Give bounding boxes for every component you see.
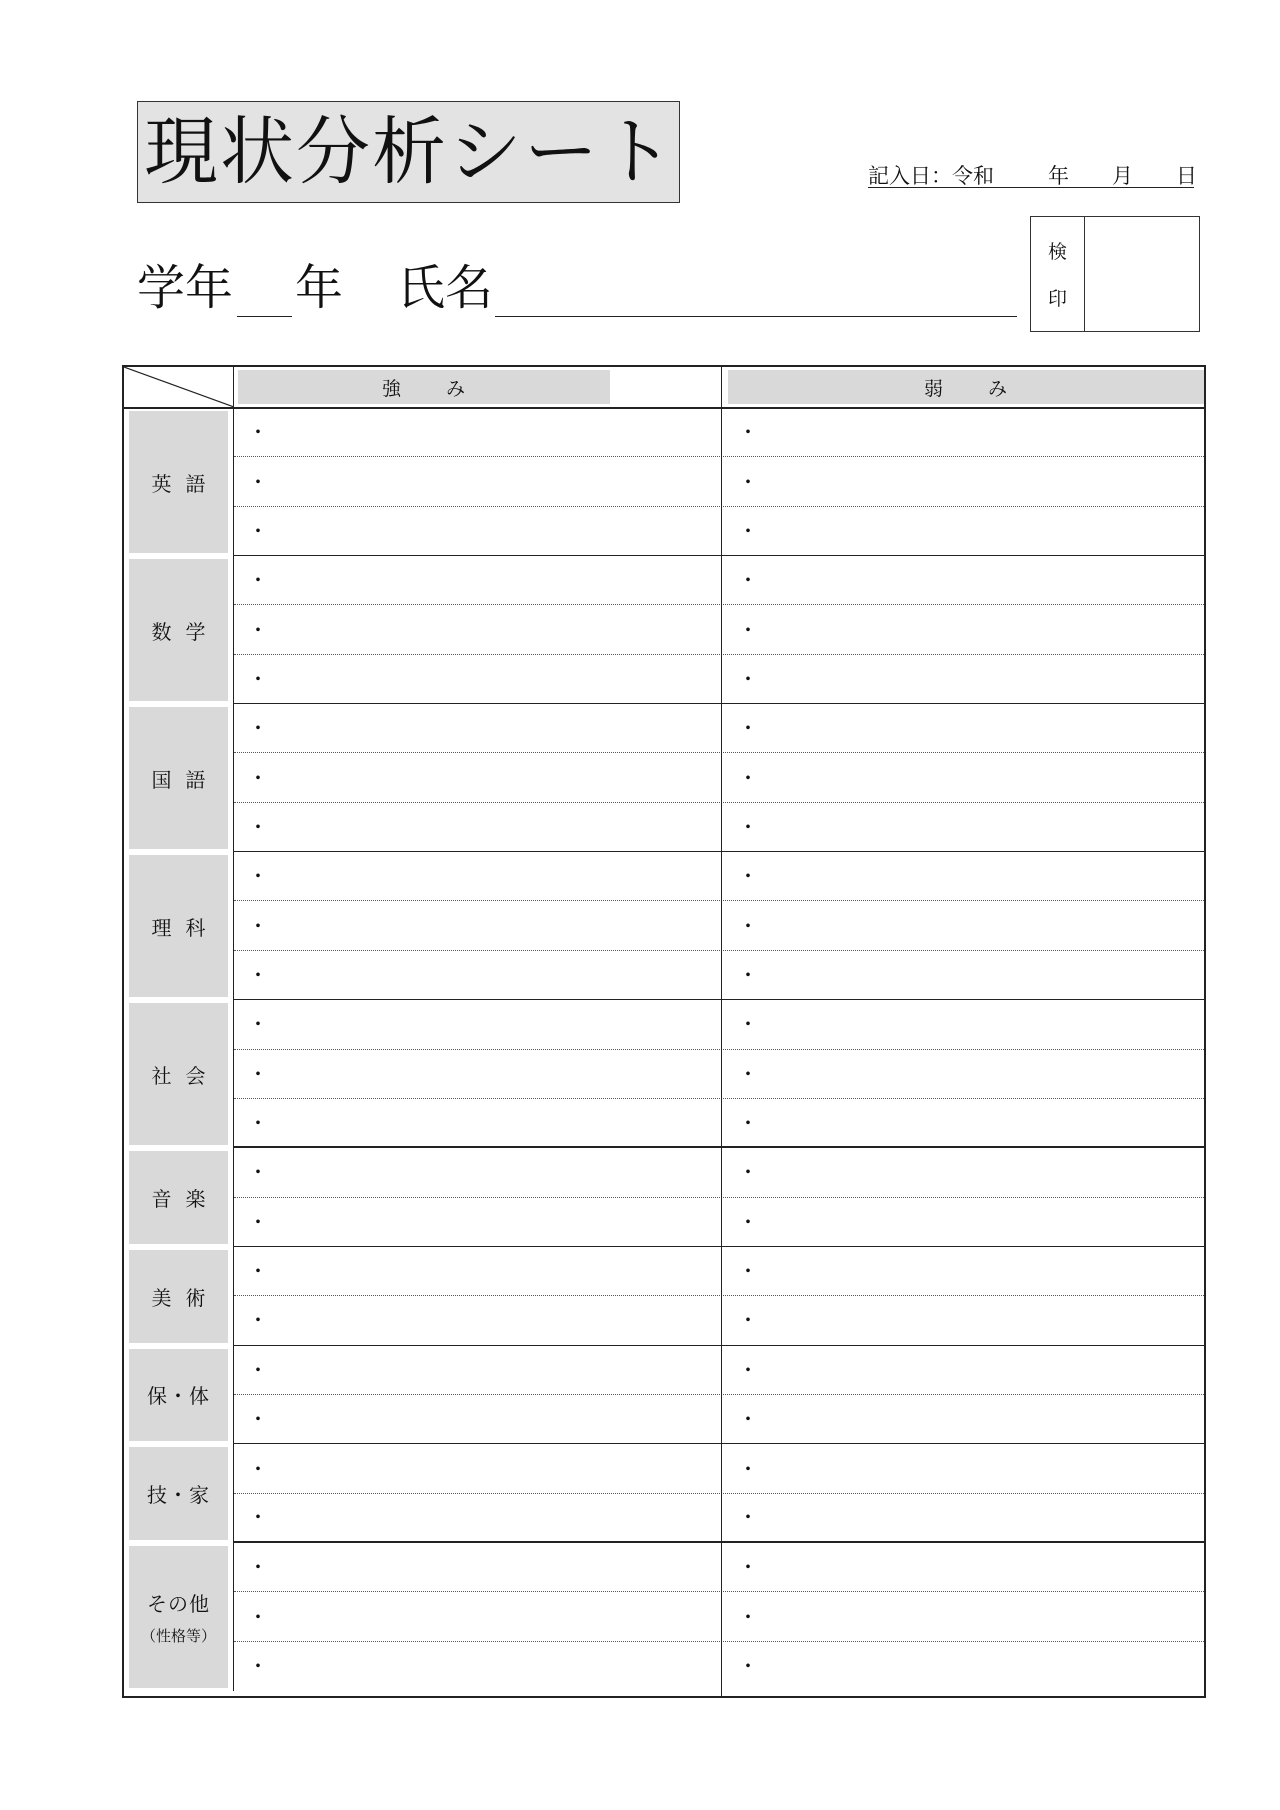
table-row[interactable] <box>234 753 1204 802</box>
table-row[interactable] <box>234 951 1204 1000</box>
subject-name: 英語 <box>151 471 220 496</box>
subject-label-shade <box>129 1003 228 1145</box>
subject-label-shade <box>129 1151 228 1244</box>
subject-label-shade <box>129 1447 228 1540</box>
stamp-char-1: 検 <box>1047 241 1067 263</box>
strength-bullet: ・ <box>248 1456 268 1481</box>
subject-name: その他 <box>147 1592 210 1617</box>
strength-bullet: ・ <box>248 469 268 494</box>
strength-bullet: ・ <box>248 1407 268 1432</box>
subject-cell <box>124 852 234 1000</box>
strength-bullet: ・ <box>248 518 268 543</box>
entry-date-year: 年 <box>1048 164 1069 188</box>
table-row[interactable] <box>234 1494 1204 1543</box>
subject-label-shade <box>129 1349 228 1442</box>
table-row[interactable] <box>234 1543 1204 1592</box>
table-row[interactable] <box>234 1247 1204 1296</box>
strength-bullet: ・ <box>248 1604 268 1629</box>
strength-bullet: ・ <box>248 1012 268 1037</box>
weakness-bullet: ・ <box>738 469 758 494</box>
weakness-bullet: ・ <box>738 1357 758 1382</box>
table-row[interactable] <box>234 408 1204 457</box>
weakness-bullet: ・ <box>738 1308 758 1333</box>
subject-name: 音楽 <box>151 1187 220 1212</box>
table-row[interactable] <box>234 1099 1204 1148</box>
weakness-bullet: ・ <box>738 1012 758 1037</box>
table-row[interactable] <box>234 1346 1204 1395</box>
table-row[interactable] <box>234 507 1204 556</box>
entry-date-month: 月 <box>1112 164 1133 188</box>
table-header-row <box>124 367 1204 409</box>
strength-bullet: ・ <box>248 1259 268 1284</box>
header-strengths-char-2: み <box>446 377 467 400</box>
subject-label-shade <box>129 1250 228 1343</box>
name-label: 氏名 <box>397 260 494 316</box>
subject-cell <box>124 408 234 556</box>
weakness-bullet: ・ <box>738 765 758 790</box>
weakness-bullet: ・ <box>738 1061 758 1086</box>
subject-cell <box>124 704 234 852</box>
subject-label-shade <box>129 411 228 553</box>
weakness-bullet: ・ <box>738 617 758 642</box>
subject-name: 数学 <box>151 619 220 644</box>
table-row[interactable] <box>234 1444 1204 1493</box>
subject-label-shade <box>129 855 228 997</box>
header-strengths <box>238 370 610 404</box>
subject-cell <box>124 1000 234 1148</box>
header-weaknesses-char-1: 弱 <box>923 377 944 400</box>
subject-name: 国語 <box>151 767 220 792</box>
inspection-stamp-box <box>1030 216 1200 332</box>
header-strengths-char-1: 強 <box>381 377 402 400</box>
weakness-bullet: ・ <box>738 568 758 593</box>
strength-bullet: ・ <box>248 963 268 988</box>
table-row[interactable] <box>234 457 1204 506</box>
weakness-bullet: ・ <box>738 963 758 988</box>
table-row[interactable] <box>234 605 1204 654</box>
strength-bullet: ・ <box>248 913 268 938</box>
subject-cell <box>124 1346 234 1445</box>
table-row[interactable] <box>234 852 1204 901</box>
subject-subtitle: （性格等） <box>140 1627 216 1646</box>
subject-cell <box>124 1543 234 1691</box>
sheet-title: 現状分析シート <box>144 109 676 195</box>
table-row[interactable] <box>234 1296 1204 1345</box>
strength-bullet: ・ <box>248 1654 268 1679</box>
strength-bullet: ・ <box>248 1357 268 1382</box>
table-row[interactable] <box>234 1592 1204 1641</box>
header-corner-cell <box>124 367 234 407</box>
table-row[interactable] <box>234 902 1204 951</box>
table-row[interactable] <box>234 1050 1204 1099</box>
strength-bullet: ・ <box>248 765 268 790</box>
entry-date-label: 記入日：令和 <box>868 164 994 188</box>
weakness-bullet: ・ <box>738 1259 758 1284</box>
weakness-bullet: ・ <box>738 913 758 938</box>
weakness-bullet: ・ <box>738 1160 758 1185</box>
stamp-char-2: 印 <box>1047 288 1067 310</box>
strength-bullet: ・ <box>248 617 268 642</box>
subject-cell <box>124 1247 234 1346</box>
table-row[interactable] <box>234 1148 1204 1197</box>
strength-bullet: ・ <box>248 568 268 593</box>
table-row[interactable] <box>234 704 1204 753</box>
grade-blank[interactable] <box>237 316 292 317</box>
weakness-bullet: ・ <box>738 1110 758 1135</box>
header-weaknesses <box>728 370 1204 404</box>
strength-bullet: ・ <box>248 1209 268 1234</box>
weakness-bullet: ・ <box>738 420 758 445</box>
subject-label-shade <box>129 559 228 701</box>
header-weaknesses-char-2: み <box>988 377 1009 400</box>
strength-bullet: ・ <box>248 1308 268 1333</box>
table-row[interactable] <box>234 1000 1204 1049</box>
table-row[interactable] <box>234 803 1204 852</box>
analysis-table <box>122 365 1206 1698</box>
weakness-bullet: ・ <box>738 1209 758 1234</box>
strength-bullet: ・ <box>248 1061 268 1086</box>
strength-bullet: ・ <box>248 1505 268 1530</box>
column-divider <box>721 367 722 1696</box>
weakness-bullet: ・ <box>738 1604 758 1629</box>
strength-bullet: ・ <box>248 815 268 840</box>
weakness-bullet: ・ <box>738 1407 758 1432</box>
subject-name: 美術 <box>151 1285 220 1310</box>
weakness-bullet: ・ <box>738 666 758 691</box>
name-blank[interactable] <box>495 316 1017 317</box>
table-row[interactable] <box>234 1642 1204 1691</box>
weakness-bullet: ・ <box>738 518 758 543</box>
weakness-bullet: ・ <box>738 815 758 840</box>
grade-label: 学年 <box>137 260 234 316</box>
subject-name: 理科 <box>151 915 220 940</box>
subject-label-shade <box>129 707 228 849</box>
subject-cell <box>124 1148 234 1247</box>
subject-cell <box>124 1444 234 1543</box>
strength-bullet: ・ <box>248 420 268 445</box>
diagonal-line-icon <box>124 367 234 407</box>
table-row[interactable] <box>234 1198 1204 1247</box>
inspection-stamp-label <box>1031 217 1085 331</box>
student-info-line <box>137 258 1017 318</box>
subject-name: 技・家 <box>147 1483 210 1508</box>
subject-label-shade <box>129 1546 228 1688</box>
weakness-bullet: ・ <box>738 1555 758 1580</box>
sheet-title-box <box>137 101 680 203</box>
table-row[interactable] <box>234 1395 1204 1444</box>
weakness-bullet: ・ <box>738 1505 758 1530</box>
entry-date-line[interactable] <box>868 160 1197 188</box>
strength-bullet: ・ <box>248 1555 268 1580</box>
weakness-bullet: ・ <box>738 864 758 889</box>
subject-name: 社会 <box>151 1063 220 1088</box>
table-row[interactable] <box>234 556 1204 605</box>
strength-bullet: ・ <box>248 1110 268 1135</box>
subject-name: 保・体 <box>147 1384 210 1409</box>
subject-cell <box>124 556 234 704</box>
entry-date-day: 日 <box>1176 164 1197 188</box>
table-row[interactable] <box>234 655 1204 704</box>
weakness-bullet: ・ <box>738 1456 758 1481</box>
strength-bullet: ・ <box>248 1160 268 1185</box>
strength-bullet: ・ <box>248 864 268 889</box>
strength-bullet: ・ <box>248 666 268 691</box>
grade-year-label: 年 <box>295 260 344 316</box>
weakness-bullet: ・ <box>738 1654 758 1679</box>
weakness-bullet: ・ <box>738 716 758 741</box>
stamp-area[interactable] <box>1085 217 1199 331</box>
strength-bullet: ・ <box>248 716 268 741</box>
